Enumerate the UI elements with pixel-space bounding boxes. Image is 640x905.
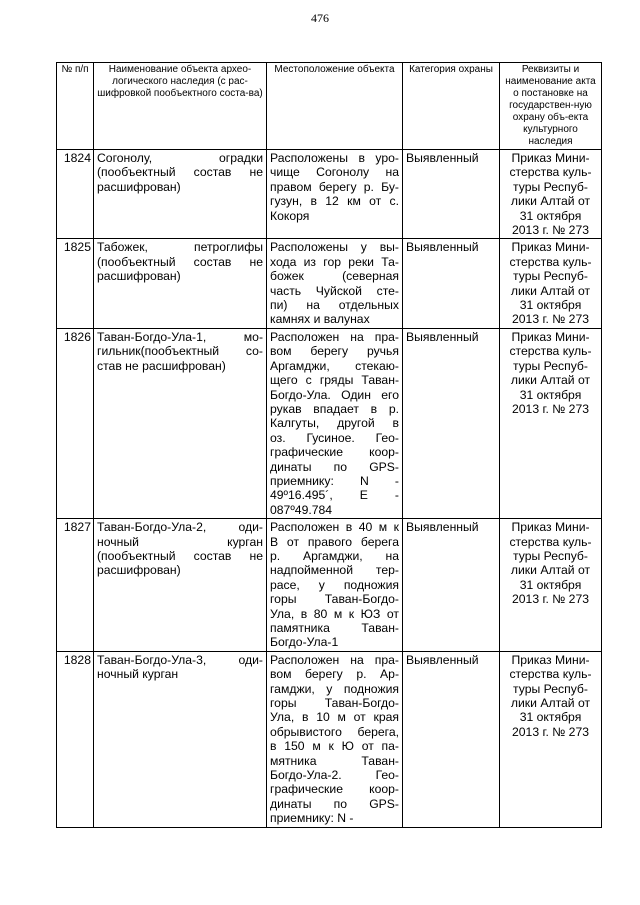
object-location-line: Ула, в 10 м от края xyxy=(270,710,399,725)
act-details-line: туры Респуб- xyxy=(513,179,588,194)
object-location-line: вом берегу р. Ар- xyxy=(270,667,399,682)
act-details-line: 31 октября xyxy=(519,208,582,223)
object-location-line: Расположен на пра- xyxy=(270,329,399,344)
object-name-line: став не расшифрован) xyxy=(97,358,226,373)
table-row xyxy=(57,328,602,518)
object-location-line: Богдо-Ула-2. Гео- xyxy=(270,768,399,783)
object-location-line: оз. Гусиное. Гео- xyxy=(270,430,399,445)
act-details xyxy=(500,328,602,518)
act-details-line: Приказ Мини- xyxy=(511,652,590,667)
object-name-line: Таван-Богдо-Ула-2, оди- xyxy=(97,520,263,535)
object-location-line: гузун, в 12 км от с. xyxy=(270,194,399,209)
object-location-line: мятника Таван- xyxy=(270,753,399,768)
object-location-line: рукав впадает в р. xyxy=(270,401,399,416)
object-location-line: 49º16.495´, E - xyxy=(270,488,399,503)
header-protection-category: Категория охраны xyxy=(403,63,500,150)
object-location-line: динаты по GPS- xyxy=(270,796,399,811)
object-location-line: в 150 м к Ю от па- xyxy=(270,739,399,754)
object-location-line: Кокоря xyxy=(270,208,310,223)
object-location-line: р. Аргамджи, на xyxy=(270,548,399,563)
object-location-line: расе, у подножия xyxy=(270,577,399,592)
object-name-line: ночный курган xyxy=(97,667,179,682)
object-location-line: Расположен в 40 м к xyxy=(270,520,399,535)
object-location-line: Расположен на пра- xyxy=(270,652,399,667)
object-location-line: приемнику: N - xyxy=(270,473,399,488)
object-location-line: Ула, в 80 м к ЮЗ от xyxy=(270,606,399,621)
object-location-line: Богдо-Ула-1 xyxy=(270,635,339,650)
object-name-line: (пообъектный состав не xyxy=(97,165,263,180)
act-details-line: Приказ Мини- xyxy=(511,151,590,165)
act-details-line: 31 октября xyxy=(519,298,582,313)
object-name-line: расшифрован) xyxy=(97,269,181,284)
table-row xyxy=(57,150,602,239)
act-details-line: 31 октября xyxy=(519,710,582,725)
object-name xyxy=(94,651,267,827)
object-location-line: часть Чуйской сте- xyxy=(270,283,399,298)
act-details-line: лики Алтай от xyxy=(510,283,591,298)
object-location-line: чище Согонолу на xyxy=(270,165,399,180)
object-name-line: ночный курган xyxy=(97,534,263,549)
act-details xyxy=(500,519,602,652)
act-details-line: стерства куль- xyxy=(509,344,592,359)
object-location xyxy=(267,328,403,518)
act-details-line: 31 октября xyxy=(519,577,582,592)
object-location-line: хода из гор реки Та- xyxy=(270,254,399,269)
object-name xyxy=(94,150,267,239)
act-details-line: туры Респуб- xyxy=(513,681,588,696)
object-name-line: Таван-Богдо-Ула-3, оди- xyxy=(97,652,263,667)
table-row xyxy=(57,651,602,827)
act-details-line: 31 октября xyxy=(519,387,582,402)
act-details xyxy=(500,651,602,827)
object-location-line: Расположены у вы- xyxy=(270,240,399,255)
act-details-line: 2013 г. № 273 xyxy=(511,312,590,327)
object-name-line: расшифрован) xyxy=(97,563,181,578)
act-details-line: туры Респуб- xyxy=(513,358,588,373)
object-name xyxy=(94,519,267,652)
object-location xyxy=(267,519,403,652)
act-details-line: стерства куль- xyxy=(509,165,592,180)
page-number: 476 xyxy=(311,11,329,25)
object-location-line: Калгуты, другой в xyxy=(270,416,399,431)
table-body xyxy=(57,150,602,828)
object-location-line: памятника Таван- xyxy=(270,621,399,635)
object-location-line: правом берегу р. Бу- xyxy=(270,179,399,194)
object-location-line: горы Таван-Богдо- xyxy=(270,696,399,711)
object-location-line: графические коор- xyxy=(270,782,399,797)
object-location-line: Аргамджи, стекаю- xyxy=(270,358,399,373)
act-details-line: 2013 г. № 273 xyxy=(511,223,590,238)
object-name xyxy=(94,328,267,518)
object-location-line: камнях и валунах xyxy=(270,312,370,327)
object-name-line: Таван-Богдо-Ула-1, мо- xyxy=(97,329,263,344)
act-details-line: 2013 г. № 273 xyxy=(511,724,590,739)
act-details-line: лики Алтай от xyxy=(510,194,591,209)
object-location xyxy=(267,150,403,239)
act-details-line: стерства куль- xyxy=(509,667,592,682)
header-act-details: Реквизиты и наименование акта о постановке на государствен-ную охрану объ-екта культурного наследия xyxy=(500,63,602,150)
protection-category: Выявленный xyxy=(403,651,500,827)
header-number: № п/п xyxy=(57,63,94,150)
object-location-line: динаты по GPS- xyxy=(270,459,399,474)
object-location-line: пи) на отдельных xyxy=(270,298,399,313)
object-location-line: вом берегу ручья xyxy=(270,344,399,359)
object-name-line: Табожек, петроглифы xyxy=(97,240,263,255)
protection-category: Выявленный xyxy=(403,519,500,652)
object-location-line: приемнику: N - xyxy=(270,811,354,826)
act-details-line: лики Алтай от xyxy=(510,563,591,578)
act-details-line: туры Респуб- xyxy=(513,548,588,563)
object-location-line: горы Таван-Богдо- xyxy=(270,592,399,607)
header-location: Местоположение объекта xyxy=(267,63,403,150)
object-location-line: Богдо-Ула. Один его xyxy=(270,387,399,402)
heritage-registry-table xyxy=(56,62,602,828)
row-number: 1828 xyxy=(57,651,94,827)
header-object-name: Наименование объекта архео-логического наследия (с рас-шифровкой пообъектного соста-ва) xyxy=(94,63,267,150)
object-name-line: (пообъектный состав не xyxy=(97,548,263,563)
object-location-line: гамджи, у подножия xyxy=(270,681,399,696)
act-details-line: стерства куль- xyxy=(509,254,592,269)
object-location-line: 087º49.784 xyxy=(270,502,333,517)
object-location xyxy=(267,239,403,328)
protection-category: Выявленный xyxy=(403,328,500,518)
table-row xyxy=(57,239,602,328)
object-location-line: Расположены в уро- xyxy=(270,151,399,165)
act-details xyxy=(500,150,602,239)
act-details-line: Приказ Мини- xyxy=(511,240,590,255)
object-name-line: (пообъектный состав не xyxy=(97,254,263,269)
object-name-line: Согонолу, оградки xyxy=(97,151,263,165)
object-location xyxy=(267,651,403,827)
act-details-line: лики Алтай от xyxy=(510,696,591,711)
act-details-line: туры Респуб- xyxy=(513,269,588,284)
object-location-line: графические коор- xyxy=(270,445,399,460)
protection-category: Выявленный xyxy=(403,239,500,328)
table-row xyxy=(57,519,602,652)
act-details-line: Приказ Мини- xyxy=(511,520,590,535)
object-location-line: В от правого берега xyxy=(270,534,399,549)
act-details-line: Приказ Мини- xyxy=(511,329,590,344)
object-name-line: расшифрован) xyxy=(97,179,181,194)
object-name-line: гильник(пообъектный со- xyxy=(97,344,263,359)
act-details-line: 2013 г. № 273 xyxy=(511,401,590,416)
row-number: 1825 xyxy=(57,239,94,328)
table-header-row xyxy=(57,63,602,150)
act-details-line: лики Алтай от xyxy=(510,373,591,388)
act-details xyxy=(500,239,602,328)
object-location-line: божек (северная xyxy=(270,269,399,284)
object-name xyxy=(94,239,267,328)
row-number: 1827 xyxy=(57,519,94,652)
act-details-line: 2013 г. № 273 xyxy=(511,592,590,607)
object-location-line: обрывистого берега, xyxy=(270,724,399,739)
row-number: 1824 xyxy=(57,150,94,239)
row-number: 1826 xyxy=(57,328,94,518)
object-location-line: щего с гряды Таван- xyxy=(270,373,399,388)
protection-category: Выявленный xyxy=(403,150,500,239)
object-location-line: надпойменной тер- xyxy=(270,563,399,578)
act-details-line: стерства куль- xyxy=(509,534,592,549)
